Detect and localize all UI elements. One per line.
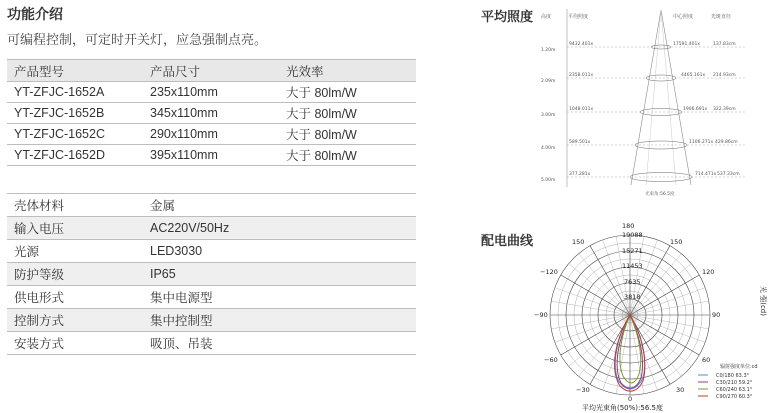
table-row bbox=[7, 286, 416, 309]
center-value: 17591.401x bbox=[673, 42, 700, 47]
illuminance-diagram bbox=[535, 5, 750, 200]
model-cell: YT-ZFJC-1652A bbox=[7, 82, 143, 103]
model-cell: YT-ZFJC-1652B bbox=[7, 103, 143, 124]
height-row bbox=[541, 139, 745, 151]
specs-table bbox=[7, 193, 416, 355]
height-label: 4.00m bbox=[541, 146, 556, 151]
height-label: 5.00m bbox=[541, 178, 556, 183]
model-cell: YT-ZFJC-1652C bbox=[7, 124, 143, 145]
efficacy-cell: 大于 80lm/W bbox=[279, 82, 416, 103]
avg-value: 9432.401x bbox=[569, 42, 594, 47]
models-table-header bbox=[7, 60, 416, 82]
angle-label: −30 bbox=[576, 386, 590, 394]
table-row bbox=[7, 309, 416, 332]
size-cell: 345x110mm bbox=[143, 103, 279, 124]
avg-value: 589.501x bbox=[569, 140, 591, 145]
radial-label: 11453 bbox=[622, 262, 643, 270]
table-row bbox=[7, 145, 416, 166]
spec-label: 光源 bbox=[7, 240, 143, 263]
center-value: 4465.161x bbox=[681, 73, 706, 78]
table-row bbox=[7, 103, 416, 124]
col-diameter-label: 光斑直径 bbox=[711, 14, 732, 20]
spec-label: 防护等级 bbox=[7, 263, 143, 286]
angle-label: 90 bbox=[712, 311, 721, 319]
angle-label: −90 bbox=[534, 311, 548, 319]
table-row bbox=[7, 263, 416, 286]
legend-item: C30/210 59.2° bbox=[716, 380, 753, 386]
spec-label: 壳体材料 bbox=[7, 194, 143, 217]
function-description: 可编程控制，可定时开关灯，应急强制点亮。 bbox=[7, 32, 268, 47]
radial-label: 19088 bbox=[622, 231, 643, 239]
radial-label: 7635 bbox=[624, 278, 641, 286]
spec-label: 输入电压 bbox=[7, 217, 143, 240]
legend bbox=[698, 363, 758, 400]
col-height-label: 高度 bbox=[541, 14, 552, 20]
angle-label: 150 bbox=[572, 238, 585, 246]
average-beam-angle: 平均光束角(50%):56.5度 bbox=[582, 404, 663, 412]
height-row bbox=[541, 41, 745, 53]
polar-distribution-chart bbox=[520, 220, 770, 413]
efficacy-cell: 大于 80lm/W bbox=[279, 145, 416, 166]
avg-value: 2358.011x bbox=[569, 73, 594, 78]
beam-angle-label: 光束角:56.5度 bbox=[645, 192, 675, 197]
angle-label: 180 bbox=[622, 222, 635, 230]
spec-value: LED3030 bbox=[143, 240, 416, 263]
angle-label: 0 bbox=[628, 395, 633, 403]
diameter-value: 137.83cm bbox=[713, 42, 736, 47]
header-size: 产品尺寸 bbox=[143, 60, 279, 82]
avg-value: 377.281x bbox=[569, 172, 591, 177]
radial-label: 15271 bbox=[622, 247, 643, 255]
diameter-value: 429.86cm bbox=[715, 140, 738, 145]
diameter-value: 214.93cm bbox=[713, 73, 736, 78]
efficacy-cell: 大于 80lm/W bbox=[279, 103, 416, 124]
spec-value: 集中控制型 bbox=[143, 309, 416, 332]
avg-value: 1048.011x bbox=[569, 107, 594, 112]
size-cell: 290x110mm bbox=[143, 124, 279, 145]
efficacy-cell: 大于 80lm/W bbox=[279, 124, 416, 145]
header-model: 产品型号 bbox=[7, 60, 143, 82]
header-efficacy: 光效率 bbox=[279, 60, 416, 82]
table-row bbox=[7, 217, 416, 240]
angle-label: −120 bbox=[540, 268, 558, 276]
size-cell: 235x110mm bbox=[143, 82, 279, 103]
table-row bbox=[7, 240, 416, 263]
diameter-value: 322.39cm bbox=[713, 107, 736, 112]
legend-item: C90/270 60.3° bbox=[716, 394, 753, 400]
height-label: 3.00m bbox=[541, 113, 556, 118]
height-row bbox=[541, 72, 745, 84]
function-title: 功能介绍 bbox=[7, 6, 63, 22]
spec-label: 控制方式 bbox=[7, 309, 143, 332]
height-row bbox=[541, 171, 745, 183]
angle-label: 30 bbox=[676, 386, 685, 394]
size-cell: 395x110mm bbox=[143, 145, 279, 166]
table-row bbox=[7, 194, 416, 217]
height-label: 2.09m bbox=[541, 79, 556, 84]
spec-value: 集中电源型 bbox=[143, 286, 416, 309]
legend-item: C60/240 63.1° bbox=[716, 387, 753, 393]
center-value: 1106.271x bbox=[689, 140, 714, 145]
radial-label: 3818 bbox=[624, 293, 641, 301]
beam-cone-inner bbox=[646, 10, 676, 185]
curve-c60-240 bbox=[620, 315, 641, 383]
unit-label: 光 强(cd) bbox=[759, 286, 767, 316]
models-table bbox=[7, 59, 416, 166]
spec-value: AC220V/50Hz bbox=[143, 217, 416, 240]
illuminance-title: 平均照度 bbox=[481, 9, 534, 24]
diameter-value: 537.33cm bbox=[717, 172, 740, 177]
angle-label: −60 bbox=[544, 356, 558, 364]
table-row bbox=[7, 82, 416, 103]
table-row bbox=[7, 332, 416, 355]
legend-item: C0/180 63.3° bbox=[716, 373, 750, 379]
angle-label: 150 bbox=[670, 238, 683, 246]
table-row bbox=[7, 124, 416, 145]
center-value: 1906.691x bbox=[683, 107, 708, 112]
col-center-label: 中心照度 bbox=[673, 14, 694, 20]
center-value: 714.471x bbox=[695, 172, 717, 177]
spec-label: 安装方式 bbox=[7, 332, 143, 355]
spec-value: IP65 bbox=[143, 263, 416, 286]
distribution-curve-title: 配电曲线 bbox=[481, 233, 534, 248]
spec-value: 吸顶、吊装 bbox=[143, 332, 416, 355]
spec-label: 供电形式 bbox=[7, 286, 143, 309]
angle-label: 120 bbox=[702, 268, 715, 276]
model-cell: YT-ZFJC-1652D bbox=[7, 145, 143, 166]
col-avg-label: 平均照度 bbox=[568, 14, 589, 20]
angle-label: 60 bbox=[702, 356, 711, 364]
spec-value: 金属 bbox=[143, 194, 416, 217]
height-label: 1.20m bbox=[541, 48, 556, 53]
legend-title: 辐射强度单位:cd bbox=[720, 364, 758, 370]
